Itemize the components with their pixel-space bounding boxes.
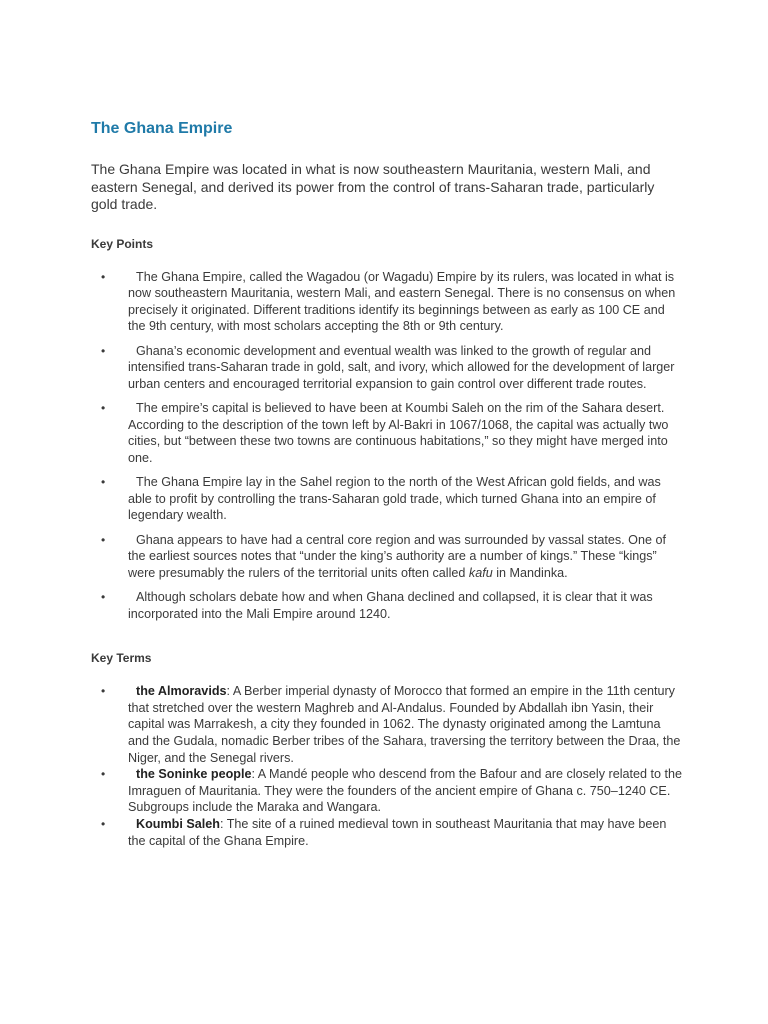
bullet-icon: • <box>101 767 106 782</box>
key-terms-heading: Key Terms <box>91 651 152 666</box>
list-item-text: Ghana appears to have had a central core region and was surrounded by vassal states. One of the earliest sources notes that “under the king’s authority are a number of kings.” These “kings” were presumably the rulers of the territorial units often called <box>128 532 666 580</box>
bullet-icon: • <box>101 269 106 284</box>
bullet-icon: • <box>101 590 106 605</box>
list-item <box>91 589 683 622</box>
list-item-text: The Ghana Empire lay in the Sahel region to the north of the West African gold fields, and was able to profit by controlling the trans-Saharan gold trade, which turned Ghana into an empire of legendary wealth. <box>128 475 661 523</box>
list-item <box>91 269 683 335</box>
key-term-definition: : A Berber imperial dynasty of Morocco that formed an empire in the 11th century that stretched over the western Maghreb and Al-Andalus. Founded by Abdallah ibn Yasin, their capital was Marrakesh, a city they founded in 1062. The dynasty originated among the Lamtuna and the Gudala, nomadic Berber tribes of the Sahara, traversing the territory between the Draa, the Niger, and the Senegal rivers. <box>128 684 681 765</box>
key-term: the Almoravids <box>136 684 227 699</box>
list-item <box>91 532 683 582</box>
key-term-definition: : A Mandé people who descend from the Bafour and are closely related to the Imraguen of Mauritania. They were the founders of the ancient empire of Ghana c. 750–1240 CE. Subgroups include the Maraka and Wangara. <box>128 767 683 815</box>
list-item <box>91 474 683 524</box>
list-item <box>91 343 683 393</box>
list-item <box>91 683 683 766</box>
list-item-text: Ghana’s economic development and eventual wealth was linked to the growth of regular and intensified trans-Saharan trade in gold, salt, and ivory, which allowed for the development of larger urban centers and encouraged territorial expansion to gain control over different trade routes. <box>128 343 675 391</box>
bullet-icon: • <box>101 401 106 416</box>
key-term-definition: : The site of a ruined medieval town in southeast Mauritania that may have been the capital of the Ghana Empire. <box>128 816 667 848</box>
bullet-icon: • <box>101 475 106 490</box>
key-term: Koumbi Saleh <box>136 816 220 831</box>
bullet-icon: • <box>101 684 106 699</box>
list-item <box>91 400 683 466</box>
document-page <box>91 118 691 849</box>
list-item <box>91 766 683 816</box>
bullet-icon: • <box>101 532 106 547</box>
list-item-text: in Mandinka. <box>492 565 568 580</box>
key-term: the Soninke people <box>136 767 252 782</box>
bullet-icon: • <box>101 816 106 831</box>
key-points-list <box>91 269 691 623</box>
list-item-emphasis: kafu <box>468 565 493 580</box>
list-item-text: Although scholars debate how and when Ghana declined and collapsed, it is clear that it was incorporated into the Mali Empire around 1240. <box>128 590 653 621</box>
list-item-text: The empire’s capital is believed to have been at Koumbi Saleh on the rim of the Sahara desert. According to the description of the town left by Al-Bakri in 1067/1068, the capital was actually two cities, but “between these two towns are continuous habitations,” so they might have merged into one. <box>128 401 669 465</box>
bullet-icon: • <box>101 343 106 358</box>
key-terms-list <box>91 683 691 849</box>
intro-paragraph: The Ghana Empire was located in what is now southeastern Mauritania, western Mali, and eastern Senegal, and derived its power from the control of trans-Saharan trade, particularly gold trade. <box>91 161 655 212</box>
list-item-text: The Ghana Empire, called the Wagadou (or Wagadu) Empire by its rulers, was located in what is now southeastern Mauritania, western Mali, and eastern Senegal. There is no consensus on when precisely it originated. Different traditions identify its beginnings between as early as 100 CE and the 9th century, with most scholars accepting the 8th or 9th century. <box>128 269 676 334</box>
key-points-heading: Key Points <box>91 236 154 251</box>
list-item <box>91 816 683 849</box>
page-title: The Ghana Empire <box>91 120 233 137</box>
